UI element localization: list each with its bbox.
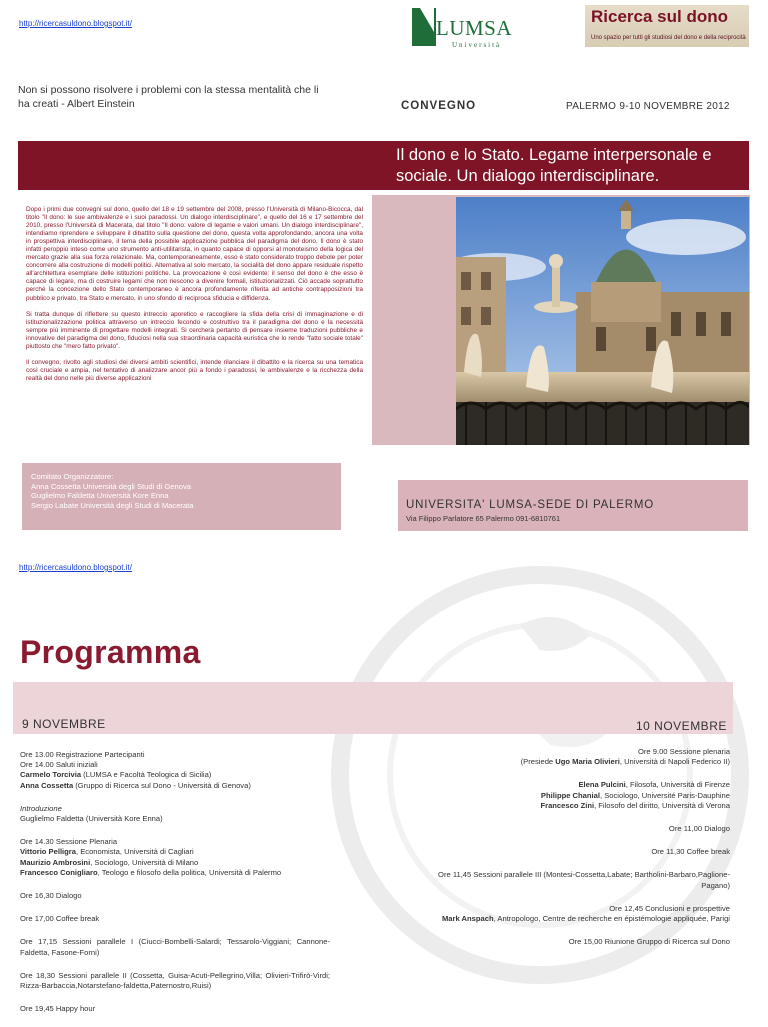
- intro-label: Introduzione: [20, 803, 62, 813]
- schedule-line: Ore 13.00 Registrazione Partecipanti: [20, 750, 145, 759]
- schedule-block: [418, 747, 730, 767]
- schedule-line: Ore 14.30 Sessione Plenaria: [20, 837, 118, 847]
- day1-label: 9 NOVEMBRE: [22, 717, 106, 731]
- ricerca-logo-title: Ricerca sul dono: [591, 7, 728, 26]
- schedule-line: [20, 781, 330, 791]
- schedule-line: [20, 868, 330, 878]
- intro-paragraph: Il convegno, rivolto agli studiosi dei diversi ambiti scientifici, intende rilanciare il dibattito e la ricerca su una tematica così cruciale e ampia, nel tentativo di analizzare ancor più a fondo i paradossi, le ambivalenze e la ricchezza della realtà del dono nelle più diverse applicazioni: [26, 358, 363, 382]
- comitato-heading: Comitato Organizzatore:: [31, 472, 114, 481]
- speaker-name: Elena Pulcini: [578, 780, 626, 790]
- schedule-block: [20, 750, 330, 791]
- schedule-line: Guglielmo Faldetta (Università Kore Enna): [20, 814, 163, 824]
- intro-paragraph: Si tratta dunque di riflettere su questo intreccio aporetico e raccogliere la sfida della crisi di immaginazione e di istituzionalizzazione politica attraverso un intreccio fecondo e costruttivo tra il paradigma del dono e la necessità sempre più imminente di progettare modelli integrati. Si cercherà pertanto di pensare insieme traduzioni pubbliche e innovative del paradigma del dono, fiduciosi nella sua straordinaria capacità euristica che lo rende "fatto sociale totale" piuttosto che "mero fatto privato".: [26, 310, 363, 350]
- schedule-block: [20, 804, 330, 824]
- schedule-line: Ore 18,30 Sessioni parallele II (Cossetta, Guisa-Acuti-Pellegrino,Villa; Olivieri-Trifirò-Virdi; Rizza-Barbaccia,Notarstefano-faldetta,Paternostro,Ruisi): [20, 970, 330, 991]
- intro-paragraph: Dopo i primi due convegni sul dono, quello del 18 e 19 settembre del 2008, presso l'Università di Milano-Bicocca, dal titolo "Il dono: le sue ambivalenze e i suoi paradossi. Un dialogo interdisciplinare", e quello del 16 e 17 settembre del 2010, presso l'Università di Macerata, dal titolo "Il dono: valore di legame e valori umani. Un dialogo interdisciplinare", intendiamo riprendere e sviluppare il dibattito sulla questione del dono, questa volta approfondando, ancora una volta in prospettiva interdisciplinare, il tema della possibile applicazione pubblica del paradigma del dono. Il dono è stato infatti peroppiù inteso come uno strumento anti-utilitarista, in quanto capace di opporsi al monoteismo della logica del mercato grazie alla sua forza relazionale. Ma, contemporaneamente, esso è stato considerato troppo debole per poter concorrere alla costruzione di modelli politici. Alternativa al solo mercato, la socialità del dono appare residuale rispetto all'architettura esemplare delle istituzioni politiche. La provocazione è così evidente: il senso del dono è che esso è capace di legare, ma di costruire legami che non riescono a divenire formali, istituzionalizzati. Ciò accade soprattutto perché la concezione dello Stato contemporaneo è ancora profondamente riferita ad antiche contrapposizioni tra pubblico e privato, tra Stato e mercato, in uno sfondo di reciproca sfiducia e diffidenza.: [26, 206, 363, 302]
- speaker-name: Anna Cossetta: [20, 780, 74, 790]
- schedule-line: [20, 847, 330, 857]
- speaker-name: Carmelo Torcivia: [20, 770, 82, 780]
- speaker-affiliation: , Antropologo, Centre de recherche en épistémologie appliquée, Parigi: [493, 914, 730, 924]
- fountain-illustration: [456, 197, 749, 445]
- speaker-affiliation: , Università di Napoli Federico II): [619, 757, 730, 767]
- chair-prefix: (Presiede: [520, 757, 556, 767]
- speaker-affiliation: , Sociologo, Université Paris-Dauphine: [599, 790, 730, 800]
- speaker-name: Francesco Conigliaro: [20, 867, 98, 877]
- schedule-block: [418, 904, 730, 924]
- convegno-label: CONVEGNO: [401, 100, 477, 112]
- ricerca-logo-tagline: Uno spazio per tutti gli studiosi del dono e della reciprocità: [591, 35, 746, 41]
- venue-name: UNIVERSITA' LUMSA-SEDE DI PALERMO: [406, 499, 654, 511]
- lumsa-logo-name: LUMSA: [436, 16, 513, 40]
- day2-label: 10 NOVEMBRE: [636, 719, 727, 733]
- venue-box: [398, 480, 748, 531]
- schedule-line: Ore 15,00 Riunione Gruppo di Ricerca sul Dono: [568, 937, 730, 947]
- venue-address: Via Filippo Parlatore 65 Palermo 091-6810761: [406, 514, 561, 523]
- lumsa-logo-sub: Università: [452, 41, 502, 49]
- speaker-name: Vittorio Pelligra: [20, 847, 76, 857]
- palermo-fountain-photo: [456, 197, 749, 445]
- schedule-line: [20, 804, 330, 814]
- blog-link-top[interactable]: http://ricercasuldono.blogspot.it/: [19, 19, 132, 28]
- einstein-quote: Non si possono risolvere i problemi con la stessa mentalità che li ha creati - Albert Einstein: [18, 84, 319, 110]
- speaker-name: Philippe Chanial: [540, 790, 600, 800]
- schedule-line: [418, 757, 730, 767]
- comitato-member: Sergio Labate Università degli Studi di Macerata: [31, 500, 194, 510]
- speaker-affiliation: , Filosofo del diritto, Università di Verona: [594, 800, 730, 810]
- schedule-block: [20, 837, 330, 878]
- schedule-line: [20, 770, 330, 780]
- speaker-affiliation: (Gruppo di Ricerca sul Dono - Università di Genova): [73, 780, 251, 790]
- blog-link-bottom[interactable]: http://ricercasuldono.blogspot.it/: [19, 563, 132, 572]
- day1-schedule: [20, 750, 330, 1027]
- event-date: PALERMO 9-10 NOVEMBRE 2012: [566, 101, 730, 112]
- event-title: Il dono e lo Stato. Legame interpersonale e sociale. Un dialogo interdisciplinare.: [396, 146, 712, 185]
- schedule-line: Ore 17,15 Sessioni parallele I (Ciucci-Bombelli-Salardi; Tessarolo-Viggiani; Cannone-Faldetta, Fasone-Forni): [20, 937, 330, 957]
- schedule-block: [418, 780, 730, 811]
- schedule-line: [20, 858, 330, 868]
- comitato-member: Anna Cossetta Università degli Studi di Genova: [31, 481, 191, 491]
- schedule-line: Ore 11,45 Sessioni parallele III (Montesi-Cossetta,Labate; Bartholini-Barbaro,Paglione-Pagano): [438, 870, 730, 890]
- schedule-line: [418, 914, 730, 924]
- schedule-line: Ore 14.00 Saluti iniziali: [20, 760, 98, 770]
- speaker-affiliation: , Economista, Università di Cagliari: [75, 847, 194, 857]
- schedule-line: [418, 801, 730, 811]
- comitato-member: Guglielmo Faldetta Università Kore Enna: [31, 491, 169, 501]
- days-band: [13, 682, 733, 734]
- intro-text: [26, 206, 363, 391]
- schedule-line: [418, 780, 730, 790]
- speaker-affiliation: (LUMSA e Facoltà Teologica di Sicilia): [81, 770, 212, 780]
- speaker-affiliation: , Sociologo, Università di Milano: [90, 857, 199, 867]
- day2-schedule: [418, 747, 730, 960]
- speaker-affiliation: , Teologo e filosofo della politica, Università di Palermo: [97, 867, 282, 877]
- ricerca-logo: [585, 5, 749, 47]
- speaker-name: Francesco Zini: [540, 800, 595, 810]
- speaker-name: Ugo Maria Olivieri: [555, 757, 620, 767]
- lumsa-mark-icon: [412, 8, 436, 46]
- schedule-line: Ore 12,45 Conclusioni e prospettive: [609, 903, 730, 913]
- schedule-line: Ore 19,45 Happy hour: [20, 1004, 96, 1014]
- lumsa-logo: [412, 8, 513, 50]
- schedule-line: [418, 791, 730, 801]
- speaker-affiliation: , Filosofa, Università di Firenze: [625, 780, 730, 790]
- schedule-line: Ore 17,00 Coffee break: [20, 914, 100, 924]
- comitato-box: [22, 463, 341, 530]
- schedule-line: Ore 11,00 Dialogo: [668, 824, 730, 834]
- schedule-line: Ore 16,30 Dialogo: [20, 891, 82, 901]
- speaker-name: Mark Anspach: [441, 914, 494, 924]
- programma-heading: Programma: [20, 634, 201, 670]
- title-band: [18, 141, 749, 190]
- speaker-name: Maurizio Ambrosini: [20, 857, 91, 867]
- schedule-line: Ore 11,30 Coffee break: [651, 847, 730, 857]
- schedule-line: Ore 9.00 Sessione plenaria: [637, 747, 730, 756]
